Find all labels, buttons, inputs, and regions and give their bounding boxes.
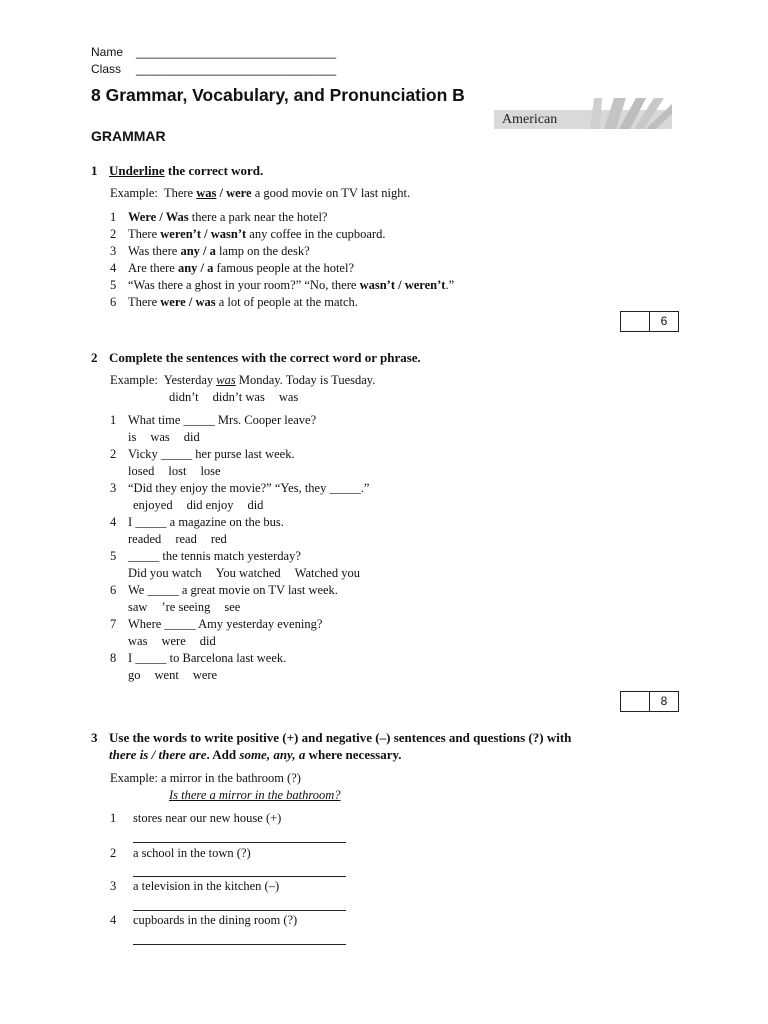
option[interactable]: did	[183, 430, 200, 444]
option[interactable]: readed	[128, 532, 162, 546]
list-item	[110, 846, 251, 861]
example-label: Example:	[110, 771, 158, 785]
example-text: Yesterday	[163, 373, 217, 387]
list-item	[110, 879, 279, 894]
option: was	[278, 390, 299, 404]
item-number: 1	[110, 413, 117, 427]
example-text-end: a good movie on TV last night.	[251, 186, 411, 200]
item-text: .”	[445, 278, 455, 292]
item-number: 3	[110, 481, 117, 495]
item-number: 1	[110, 811, 117, 825]
q1-number: 1	[91, 163, 98, 178]
item-text: cupboards in the dining room (?)	[133, 913, 298, 927]
list-item	[110, 481, 369, 496]
item-text: stores near our new house (+)	[133, 811, 282, 825]
list-item[interactable]	[110, 295, 358, 310]
item-options	[128, 668, 231, 683]
list-item[interactable]	[110, 278, 454, 293]
answer-line[interactable]	[133, 863, 346, 877]
item-number: 6	[110, 583, 117, 597]
option[interactable]: lose	[200, 464, 221, 478]
item-number: 6	[110, 295, 117, 309]
item-options	[128, 464, 235, 479]
option[interactable]: enjoyed	[133, 498, 173, 512]
word-choice[interactable]: Were / Was	[128, 210, 189, 224]
logo-text: American	[502, 112, 558, 127]
option[interactable]: were	[161, 634, 186, 648]
example-correct-word: was	[196, 186, 217, 200]
word-choice[interactable]: weren’t / wasn’t	[160, 227, 247, 241]
q1-heading	[91, 163, 263, 179]
item-number: 2	[110, 846, 117, 860]
option[interactable]: was	[150, 430, 170, 444]
list-item[interactable]	[110, 227, 385, 242]
item-text: Was there	[128, 244, 181, 258]
list-item	[110, 515, 284, 530]
class-line: ______________________________	[136, 62, 337, 76]
q1-instruction: the correct word.	[164, 163, 264, 178]
item-text: What time _____ Mrs. Cooper leave?	[128, 413, 317, 427]
list-item	[110, 913, 297, 928]
item-number: 4	[110, 261, 117, 275]
item-text: famous people at the hotel?	[213, 261, 354, 275]
option[interactable]: go	[128, 668, 141, 682]
item-options	[128, 566, 374, 581]
instruction-text: . Add	[206, 747, 240, 762]
item-text: “Did they enjoy the movie?” “Yes, they _____.”	[128, 481, 370, 495]
q3-number: 3	[91, 730, 98, 745]
answer-line[interactable]	[133, 829, 346, 843]
list-item	[110, 549, 301, 564]
example-answer: was	[216, 373, 236, 387]
item-text: Are there	[128, 261, 178, 275]
name-field[interactable]	[91, 45, 337, 59]
word-choice[interactable]: were / was	[160, 295, 216, 309]
list-item[interactable]	[110, 210, 327, 225]
option[interactable]: saw	[128, 600, 148, 614]
item-number: 2	[110, 227, 117, 241]
example-prompt: a mirror in the bathroom (?)	[161, 771, 301, 785]
class-label: Class	[91, 62, 122, 76]
section-heading-grammar: GRAMMAR	[91, 128, 166, 144]
list-item	[110, 447, 295, 462]
item-number: 4	[110, 913, 117, 927]
option[interactable]: did enjoy	[186, 498, 234, 512]
list-item	[110, 617, 322, 632]
item-options	[128, 600, 254, 615]
item-number: 8	[110, 651, 117, 665]
item-text: “Was there a ghost in your room?” “No, there	[128, 278, 360, 292]
example-sep: /	[216, 186, 227, 200]
q1-instruction-underline: Underline	[109, 163, 165, 178]
option[interactable]: red	[210, 532, 227, 546]
item-options	[128, 532, 241, 547]
list-item[interactable]	[110, 244, 310, 259]
item-number: 1	[110, 210, 117, 224]
option: didn’t	[169, 390, 199, 404]
option[interactable]: see	[224, 600, 241, 614]
example-text-end: Monday. Today is Tuesday.	[235, 373, 376, 387]
item-options	[133, 498, 277, 513]
option[interactable]: is	[128, 430, 137, 444]
name-line: ______________________________	[136, 45, 337, 59]
item-number: 4	[110, 515, 117, 529]
q2-number: 2	[91, 350, 98, 365]
score-input[interactable]	[621, 312, 650, 331]
q2-score-box	[620, 691, 679, 712]
q3-instruction-line2	[109, 747, 402, 763]
item-number: 7	[110, 617, 117, 631]
item-text: _____ the tennis match yesterday?	[128, 549, 301, 563]
score-total: 8	[660, 694, 668, 708]
q2-instruction: Complete the sentences with the correct word or phrase.	[109, 350, 421, 365]
class-field[interactable]	[91, 62, 337, 76]
answer-line[interactable]	[133, 931, 346, 945]
item-text: any coffee in the cupboard.	[246, 227, 386, 241]
score-input[interactable]	[621, 692, 650, 711]
q3-instruction-line1: Use the words to write positive (+) and negative (–) sentences and questions (?) with	[109, 730, 572, 745]
word-choice[interactable]: any / a	[180, 244, 216, 258]
example-text: There	[163, 186, 197, 200]
page-title: 8 Grammar, Vocabulary, and Pronunciation B	[91, 85, 465, 105]
item-text: a lot of people at the match.	[215, 295, 358, 309]
option[interactable]: did	[199, 634, 216, 648]
option[interactable]: Did you watch	[128, 566, 202, 580]
item-text: a school in the town (?)	[133, 846, 251, 860]
example-label: Example:	[110, 373, 158, 387]
example-label: Example:	[110, 186, 158, 200]
option[interactable]: were	[192, 668, 218, 682]
item-text: I _____ a magazine on the bus.	[128, 515, 284, 529]
q3-example-answer: Is there a mirror in the bathroom?	[169, 788, 341, 802]
item-text: Where _____ Amy yesterday evening?	[128, 617, 323, 631]
item-number: 3	[110, 879, 117, 893]
name-label: Name	[91, 45, 124, 59]
list-item	[110, 651, 286, 666]
option[interactable]: Watched you	[294, 566, 360, 580]
item-text: I _____ to Barcelona last week.	[128, 651, 287, 665]
q2-example	[110, 373, 375, 388]
option[interactable]: went	[154, 668, 179, 682]
word-choice[interactable]: any / a	[177, 261, 214, 275]
item-text: lamp on the desk?	[215, 244, 310, 258]
item-number: 3	[110, 244, 117, 258]
q1-example	[110, 186, 410, 201]
list-item[interactable]	[110, 261, 354, 276]
item-text: there a park near the hotel?	[188, 210, 328, 224]
item-text: We _____ a great movie on TV last week.	[128, 583, 338, 597]
item-text: a television in the kitchen (–)	[133, 879, 280, 893]
item-options	[128, 430, 214, 445]
american-english-file-logo	[494, 98, 672, 129]
item-text: Vicky _____ her purse last week.	[128, 447, 295, 461]
q2-heading	[91, 350, 421, 366]
instruction-italic: there is / there are	[109, 747, 207, 762]
q1-score-box	[620, 311, 679, 332]
option[interactable]: ’re seeing	[161, 600, 211, 614]
instruction-italic: some, any, a	[239, 747, 306, 762]
instruction-text: where necessary.	[305, 747, 402, 762]
option[interactable]: You watched	[215, 566, 281, 580]
option[interactable]: lost	[168, 464, 187, 478]
option: didn’t was	[212, 390, 265, 404]
example-alt-word: were	[226, 186, 252, 200]
list-item	[110, 583, 338, 598]
score-total: 6	[660, 314, 668, 328]
item-number: 2	[110, 447, 117, 461]
option[interactable]: read	[175, 532, 197, 546]
item-text: There	[128, 295, 161, 309]
list-item	[110, 413, 316, 428]
item-options	[128, 634, 230, 649]
option[interactable]: was	[128, 634, 148, 648]
list-item	[110, 811, 281, 826]
answer-line[interactable]	[133, 897, 346, 911]
option[interactable]: losed	[128, 464, 155, 478]
item-number: 5	[110, 549, 117, 563]
option[interactable]: did	[247, 498, 264, 512]
q2-example-options	[169, 390, 312, 405]
q3-heading	[91, 730, 571, 746]
q3-example	[110, 771, 301, 786]
word-choice[interactable]: wasn’t / weren’t	[359, 278, 446, 292]
item-text: There	[128, 227, 161, 241]
item-number: 5	[110, 278, 117, 292]
